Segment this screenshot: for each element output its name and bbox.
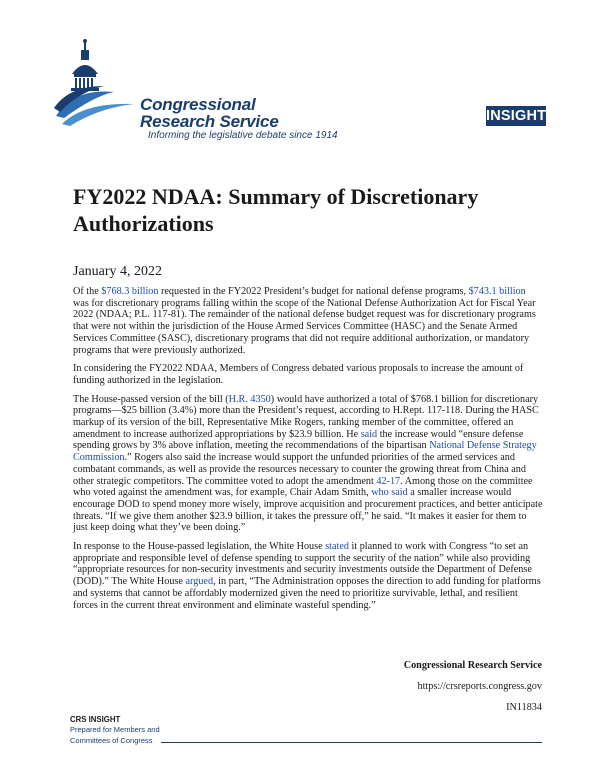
paragraph-1: Of the $768.3 billion requested in the FY2022 President’s budget for national defense programs, $743.1 billion was for discretionary programs falling within the scope of the National Defense Authorization Act for Fiscal Year 2022 (NDAA; P.L. 117-81). The remainder of the national defense budget request was for discretionary programs that were not within the jurisdiction of the House Armed Services Committee (HASC) and the Senate Armed Services Committee (SASC), discretionary programs that did not require additional authorization, or mandatory programs that were previously authorized. (73, 286, 536, 356)
link-stated[interactable]: stated (325, 541, 349, 553)
footer-line-2: Committees of Congress (70, 735, 153, 745)
signature-url: https://crsreports.congress.gov (417, 681, 542, 692)
link-nds-commission[interactable]: National Defense Strategy Commission (73, 440, 537, 464)
insight-badge: INSIGHT (486, 108, 547, 124)
signature-block (404, 660, 542, 714)
footer-line-1: Prepared for Members and (70, 725, 160, 735)
link-argued[interactable]: argued (185, 576, 214, 588)
link-hr-4350[interactable]: H.R. 4350 (228, 393, 271, 405)
link-vote-42-17[interactable]: 42-17 (376, 475, 401, 487)
publication-date: January 4, 2022 (73, 264, 163, 279)
footer-divider (161, 742, 542, 743)
paragraph-4: In response to the House-passed legislation, the White House stated it planned to work with Congress “to set an appropriate and responsible level of defense spending to support the security of the nation” while also providing “appropriate resources for non-security investments and security investments outside the Department of Defense (DOD).” The White House argued, in part, “The Administration opposes the direction to add funding for platforms and systems that cannot be affordably modernized given the need to prioritize survivable, lethal, and resilient forces in the current threat environment and eliminate wasteful spending.” (73, 541, 541, 611)
page-title: FY2022 NDAA: Summary of Discretionary Authorizations (73, 184, 479, 236)
report-id: IN11834 (506, 702, 542, 713)
capitol-dome-icon (54, 38, 144, 128)
link-said[interactable]: said (360, 428, 378, 440)
footer-title: CRS INSIGHT (70, 715, 121, 724)
logo-line-1: Congressional (140, 95, 256, 114)
crs-logo (54, 38, 354, 148)
logo-wordmark (140, 96, 279, 130)
link-768-billion[interactable]: $768.3 billion (101, 286, 159, 297)
link-who-said[interactable]: who said (371, 487, 408, 499)
logo-line-2: Research Service (140, 112, 279, 131)
logo-tagline: Informing the legislative debate since 1914 (148, 130, 338, 141)
footer (70, 715, 160, 746)
paragraph-3: The House-passed version of the bill (H.R. 4350) would have authorized a total of $768.1 billion for discretionary programs—$25 billion (3.4%) more than the President’s request, according to H.Rept. 117-118. During the HASC markup of its version of the bill, Representative Mike Rogers, ranking member of the committee, offered an amendment to increase authorized appropriations by $23.9 billion. He said the increase would “ensure defense spending grows by 3% above inflation, meeting the recommendations of the bipartisan National Defense Strategy Commission.” Rogers also said the increase would support the unfunded priorities of the armed services and combatant commands, as well as provide the resources necessary to counter the growing threat from China and other strategic competitors. The committee voted to adopt the amendment 42-17. Among those on the committee who voted against the amendment was, for example, Chair Adam Smith, who said a smaller increase would encourage DOD to spend money more wisely, improve acquisition and procurement practices, and better anticipate threats. “If we give them another $23.9 billion, it takes the pressure off,” he said. “It makes it easier for them to just keep doing what they’ve been doing.” (73, 393, 543, 534)
link-743-billion[interactable]: $743.1 billion (468, 286, 526, 297)
signature-org: Congressional Research Service (403, 660, 542, 671)
paragraph-2: In considering the FY2022 NDAA, Members of Congress debated various proposals to increase the amount of funding authorized in the legislation. (73, 363, 524, 386)
report-body (73, 286, 543, 618)
